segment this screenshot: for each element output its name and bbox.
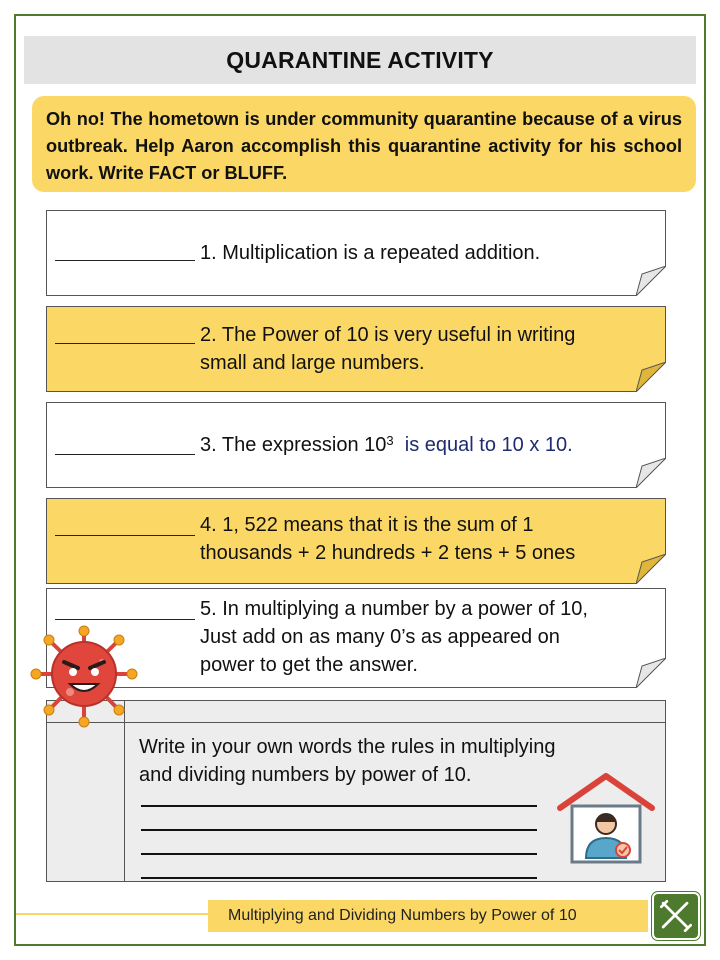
intro-instructions: Oh no! The hometown is under community quarantine because of a virus outbreak. Help Aaron accomplish this quarantine activity for his school work. Write FACT or BLUFF. bbox=[32, 96, 696, 192]
answer-line-4[interactable] bbox=[141, 877, 537, 879]
footer-rule bbox=[16, 913, 208, 915]
page-curl-icon bbox=[636, 554, 666, 584]
answer-blank-5[interactable] bbox=[55, 619, 195, 620]
writing-prompt-line-1: Write in your own words the rules in multiplying bbox=[139, 736, 556, 758]
answer-line-1[interactable] bbox=[141, 805, 537, 807]
writing-margin bbox=[47, 723, 125, 881]
pencil-ruler-icon bbox=[654, 894, 698, 938]
question-text-4 bbox=[200, 511, 645, 567]
page-curl-icon bbox=[636, 362, 666, 392]
answer-blank-1[interactable] bbox=[55, 260, 195, 261]
answer-line-2[interactable] bbox=[141, 829, 537, 831]
page-curl-icon bbox=[636, 658, 666, 688]
footer-title: Multiplying and Dividing Numbers by Power of 10 bbox=[208, 900, 648, 932]
question-4-line-1: 4. 1, 522 means that it is the sum of 1 bbox=[200, 514, 534, 536]
answer-blank-2[interactable] bbox=[55, 343, 195, 344]
question-2-line-2: small and large numbers. bbox=[200, 352, 425, 374]
answer-blank-4[interactable] bbox=[55, 535, 195, 536]
answer-blank-3[interactable] bbox=[55, 454, 195, 455]
question-text-2 bbox=[200, 321, 645, 377]
question-text-3 bbox=[200, 431, 645, 459]
question-5-line-2: Just add on as many 0’s as appeared on bbox=[200, 626, 560, 648]
question-text-1: 1. Multiplication is a repeated addition. bbox=[200, 242, 541, 264]
question-card-4 bbox=[46, 498, 666, 584]
page-curl-icon bbox=[636, 458, 666, 488]
question-3-suffix: is equal to 10 x 10. bbox=[404, 434, 573, 456]
question-4-line-2: thousands + 2 hundreds + 2 tens + 5 ones bbox=[200, 542, 576, 564]
stay-home-icon bbox=[552, 770, 660, 866]
question-5-line-1: 5. In multiplying a number by a power of 10, bbox=[200, 598, 588, 620]
virus-icon bbox=[24, 622, 144, 732]
question-card-1 bbox=[46, 210, 666, 296]
question-2-line-1: 2. The Power of 10 is very useful in writing bbox=[200, 324, 576, 346]
page-curl-icon bbox=[636, 266, 666, 296]
writing-prompt-line-2: and dividing numbers by power of 10. bbox=[139, 764, 472, 786]
page-title: QUARANTINE ACTIVITY bbox=[24, 36, 696, 84]
question-card-2 bbox=[46, 306, 666, 392]
question-card-3 bbox=[46, 402, 666, 488]
footer-logo bbox=[652, 892, 700, 940]
answer-line-3[interactable] bbox=[141, 853, 537, 855]
question-text-5 bbox=[200, 595, 645, 679]
question-5-line-3: power to get the answer. bbox=[200, 654, 418, 676]
question-3-prefix: 3. The expression 10 bbox=[200, 434, 387, 456]
exponent: 3 bbox=[386, 433, 394, 448]
